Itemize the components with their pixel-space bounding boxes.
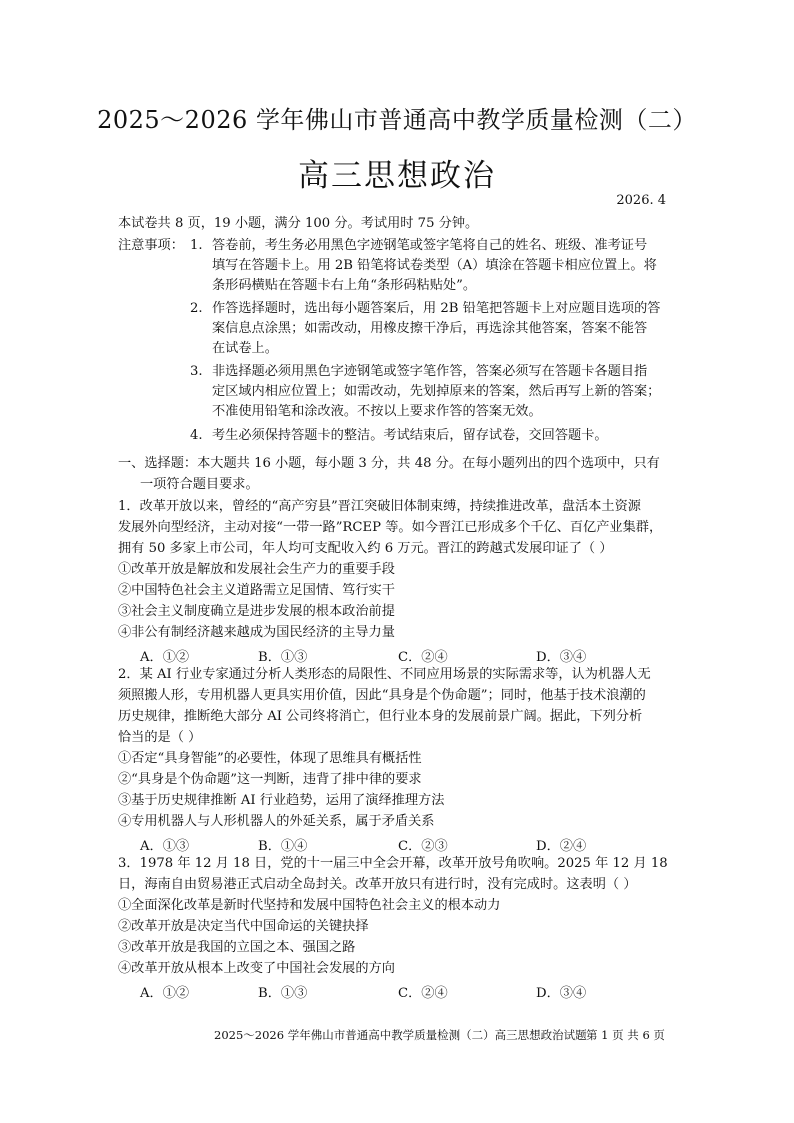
question-stem: 2．某 AI 行业专家通过分析人类形态的局限性、不同应用场景的实际需求等，认为机器人无 bbox=[118, 667, 651, 682]
statement: ①全面深化改革是新时代坚持和发展中国特色社会主义的根本动力 bbox=[118, 898, 501, 913]
exam-intro: 本试卷共 8 页，19 小题，满分 100 分。考试用时 75 分钟。 bbox=[118, 216, 479, 231]
note-line: 作答选择题时，选出每小题答案后，用 2B 铅笔把答题卡上对应题目选项的答 bbox=[212, 301, 661, 316]
exam-subject: 高三思想政治 bbox=[298, 158, 496, 194]
page-number: 第 1 页 共 6 页 bbox=[586, 1028, 665, 1042]
statement: ④非公有制经济越来越成为国民经济的主导力量 bbox=[118, 625, 395, 640]
statement: ③基于历史规律推断 AI 行业趋势，运用了演绎推理方法 bbox=[118, 793, 445, 808]
note-number: 2. bbox=[190, 301, 203, 316]
statement: ①改革开放是解放和发展社会生产力的重要手段 bbox=[118, 562, 395, 577]
option-a: A．①② bbox=[140, 986, 190, 1001]
note-line: 在试卷上。 bbox=[212, 341, 278, 356]
note-line: 填写在答题卡上。用 2B 铅笔将试卷类型（A）填涂在答题卡相应位置上。将 bbox=[212, 258, 657, 273]
exam-title: 2025～2026 学年佛山市普通高中教学质量检测（二） bbox=[97, 106, 697, 134]
statement: ②中国特色社会主义道路需立足国情、笃行实干 bbox=[118, 583, 395, 598]
question-stem: 拥有 50 多家上市公司，年人均可支配收入约 6 万元。晋江的跨越式发展印证了（ ） bbox=[118, 541, 613, 556]
option-d: D．②④ bbox=[536, 839, 587, 854]
statement: ②改革开放是决定当代中国命运的关键抉择 bbox=[118, 919, 369, 934]
question-stem: 恰当的是（ ） bbox=[118, 730, 202, 745]
statement: ④专用机器人与人形机器人的外延关系，属于矛盾关系 bbox=[118, 814, 435, 829]
option-c: C．②④ bbox=[398, 986, 448, 1001]
exam-date: 2026. 4 bbox=[616, 193, 666, 208]
section-heading-cont: 一项符合题目要求。 bbox=[140, 477, 259, 492]
question-stem: 历史规律，推断绝大部分 AI 公司终将消亡，但行业本身的发展前景广阔。据此，下列分析 bbox=[118, 709, 643, 724]
notes-label: 注意事项： bbox=[118, 238, 184, 253]
question-stem: 3．1978 年 12 月 18 日，党的十一届三中全会开幕，改革开放号角吹响。2025 年 12 月 18 bbox=[118, 856, 668, 871]
note-number: 4. bbox=[190, 428, 203, 443]
option-c: C．②④ bbox=[398, 650, 448, 665]
note-line: 定区域内相应位置上；如需改动，先划掉原来的答案，然后再写上新的答案； bbox=[212, 384, 661, 399]
question-stem: 发展外向型经济，主动对接“一带一路”RCEP 等。如今晋江已形成多个千亿、百亿产业集群， bbox=[118, 520, 663, 535]
note-line: 条形码横贴在答题卡右上角“条形码粘贴处”。 bbox=[212, 278, 477, 293]
section-heading: 一、选择题：本大题共 16 小题，每小题 3 分，共 48 分。在每小题列出的四个选项中，只有 bbox=[118, 456, 660, 471]
statement: ②“具身是个伪命题”这一判断，违背了排中律的要求 bbox=[118, 772, 422, 787]
option-a: A．①③ bbox=[140, 839, 190, 854]
note-line: 答卷前，考生务必用黑色字迹钢笔或签字笔将自己的姓名、班级、准考证号 bbox=[212, 238, 648, 253]
option-b: B．①③ bbox=[258, 986, 308, 1001]
statement: ③改革开放是我国的立国之本、强国之路 bbox=[118, 940, 356, 955]
note-number: 3. bbox=[190, 364, 203, 379]
option-b: B．①③ bbox=[258, 650, 308, 665]
question-stem: 须照搬人形，专用机器人更具实用价值，因此“具身是个伪命题”；同时，他基于技术浪潮的 bbox=[118, 688, 646, 703]
statement: ④改革开放从根本上改变了中国社会发展的方向 bbox=[118, 961, 395, 976]
note-number: 1. bbox=[190, 238, 203, 253]
footer-title: 2025～2026 学年佛山市普通高中教学质量检测（二）高三思想政治试题 bbox=[214, 1028, 587, 1042]
note-line: 考生必须保持答题卡的整洁。考试结束后，留存试卷，交回答题卡。 bbox=[212, 428, 608, 443]
question-stem: 日，海南自由贸易港正式启动全岛封关。改革开放只有进行时，没有完成时。这表明（ ） bbox=[118, 877, 637, 892]
note-line: 非选择题必须用黑色字迹钢笔或签字笔作答，答案必须写在答题卡各题目指 bbox=[212, 364, 648, 379]
note-line: 不准使用铅笔和涂改液。不按以上要求作答的答案无效。 bbox=[212, 404, 542, 419]
statement: ①否定“具身智能”的必要性，体现了思维具有概括性 bbox=[118, 751, 422, 766]
option-d: D．③④ bbox=[536, 650, 587, 665]
question-stem: 1．改革开放以来，曾经的“高产穷县”晋江突破旧体制束缚，持续推进改革，盘活本土资源 bbox=[118, 499, 641, 514]
option-c: C．②③ bbox=[398, 839, 448, 854]
note-line: 案信息点涂黑；如需改动，用橡皮擦干净后，再选涂其他答案，答案不能答 bbox=[212, 321, 648, 336]
option-d: D．③④ bbox=[536, 986, 587, 1001]
option-b: B．①④ bbox=[258, 839, 308, 854]
statement: ③社会主义制度确立是进步发展的根本政治前提 bbox=[118, 604, 395, 619]
option-a: A．①② bbox=[140, 650, 190, 665]
